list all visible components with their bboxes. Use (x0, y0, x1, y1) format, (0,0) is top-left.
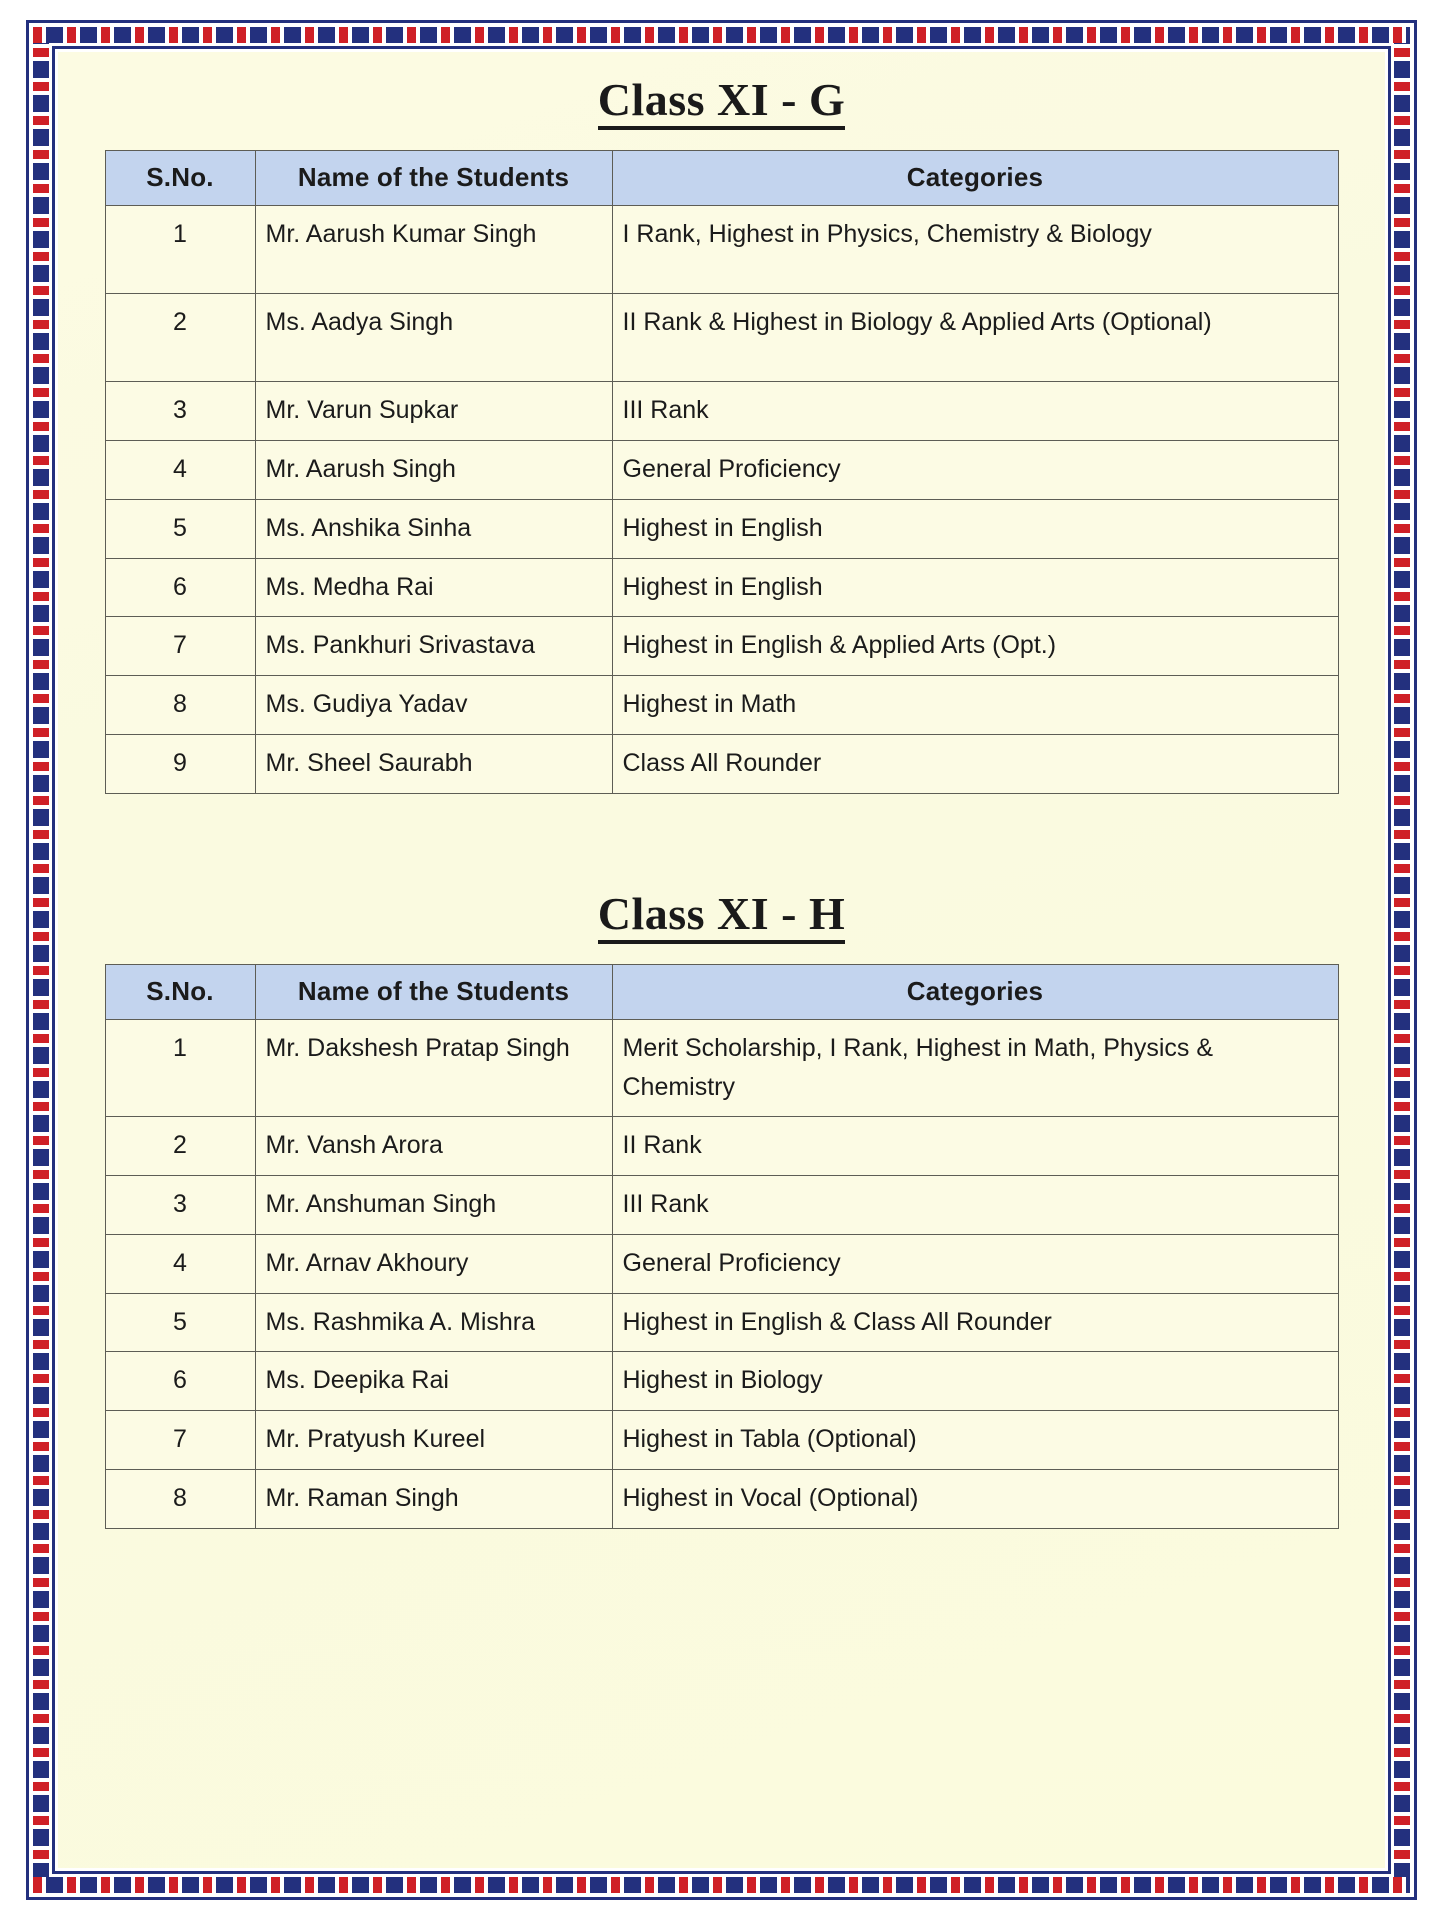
table-row (105, 1234, 1338, 1293)
table-row (105, 294, 1338, 382)
table-row (105, 1019, 1338, 1117)
cell-categories: I Rank, Highest in Physics, Chemistry & Biology (612, 206, 1338, 294)
section-title-text: Class XI - H (598, 890, 846, 944)
cell-categories: II Rank (612, 1117, 1338, 1176)
cell-categories: Highest in English (612, 558, 1338, 617)
table-row (105, 206, 1338, 294)
cell-sno: 7 (105, 1411, 255, 1470)
cell-sno: 3 (105, 1176, 255, 1235)
cell-name: Ms. Pankhuri Srivastava (255, 617, 612, 676)
page-title-secondary (98, 887, 1345, 944)
table-row (105, 558, 1338, 617)
column-header-categories: Categories (612, 151, 1338, 206)
table-row (105, 1117, 1338, 1176)
column-header-sno: S.No. (105, 964, 255, 1019)
cell-categories: Merit Scholarship, I Rank, Highest in Math, Physics & Chemistry (612, 1019, 1338, 1117)
column-header-categories: Categories (612, 964, 1338, 1019)
cell-categories: General Proficiency (612, 1234, 1338, 1293)
cell-sno: 7 (105, 617, 255, 676)
cell-name: Mr. Varun Supkar (255, 382, 612, 441)
cell-sno: 8 (105, 676, 255, 735)
cell-sno: 4 (105, 441, 255, 500)
cell-name: Mr. Sheel Saurabh (255, 734, 612, 793)
cell-name: Mr. Aarush Singh (255, 441, 612, 500)
column-header-name: Name of the Students (255, 964, 612, 1019)
table-header-row (105, 151, 1338, 206)
cell-sno: 5 (105, 1293, 255, 1352)
cell-categories: Highest in English & Applied Arts (Opt.) (612, 617, 1338, 676)
cell-categories: Highest in Tabla (Optional) (612, 1411, 1338, 1470)
cell-name: Mr. Vansh Arora (255, 1117, 612, 1176)
table-row (105, 441, 1338, 500)
cell-categories: III Rank (612, 1176, 1338, 1235)
cell-name: Ms. Anshika Sinha (255, 499, 612, 558)
awards-table-class-xi-g (105, 150, 1339, 793)
cell-categories: Highest in Vocal (Optional) (612, 1469, 1338, 1528)
cell-name: Mr. Anshuman Singh (255, 1176, 612, 1235)
cell-name: Ms. Medha Rai (255, 558, 612, 617)
cell-categories: III Rank (612, 382, 1338, 441)
cell-sno: 2 (105, 1117, 255, 1176)
table-row (105, 1411, 1338, 1470)
cell-sno: 3 (105, 382, 255, 441)
cell-name: Mr. Arnav Akhoury (255, 1234, 612, 1293)
cell-name: Mr. Dakshesh Pratap Singh (255, 1019, 612, 1117)
cell-sno: 8 (105, 1469, 255, 1528)
cell-categories: II Rank & Highest in Biology & Applied Arts (Optional) (612, 294, 1338, 382)
cell-name: Mr. Pratyush Kureel (255, 1411, 612, 1470)
column-header-sno: S.No. (105, 151, 255, 206)
cell-name: Ms. Gudiya Yadav (255, 676, 612, 735)
cell-name: Ms. Aadya Singh (255, 294, 612, 382)
table-row (105, 734, 1338, 793)
cell-sno: 2 (105, 294, 255, 382)
cell-categories: Highest in English (612, 499, 1338, 558)
table-row (105, 1469, 1338, 1528)
table-row (105, 1352, 1338, 1411)
cell-name: Mr. Raman Singh (255, 1469, 612, 1528)
cell-name: Ms. Deepika Rai (255, 1352, 612, 1411)
table-row (105, 1293, 1338, 1352)
table-row (105, 676, 1338, 735)
cell-categories: Highest in English & Class All Rounder (612, 1293, 1338, 1352)
page-title (98, 76, 1345, 130)
cell-sno: 1 (105, 1019, 255, 1117)
cell-sno: 9 (105, 734, 255, 793)
table-row (105, 499, 1338, 558)
content-sheet (58, 52, 1385, 1868)
cell-categories: Class All Rounder (612, 734, 1338, 793)
column-header-name: Name of the Students (255, 151, 612, 206)
cell-sno: 6 (105, 558, 255, 617)
table-row (105, 1176, 1338, 1235)
table-row (105, 617, 1338, 676)
cell-categories: Highest in Math (612, 676, 1338, 735)
cell-sno: 1 (105, 206, 255, 294)
cell-name: Mr. Aarush Kumar Singh (255, 206, 612, 294)
cell-name: Ms. Rashmika A. Mishra (255, 1293, 612, 1352)
cell-categories: Highest in Biology (612, 1352, 1338, 1411)
awards-table-class-xi-h (105, 964, 1339, 1529)
cell-sno: 4 (105, 1234, 255, 1293)
cell-sno: 5 (105, 499, 255, 558)
cell-sno: 6 (105, 1352, 255, 1411)
table-row (105, 382, 1338, 441)
table-header-row (105, 964, 1338, 1019)
section-title-text: Class XI - G (598, 76, 846, 130)
section-class-xi-g (98, 76, 1345, 794)
section-class-xi-h (98, 887, 1345, 1529)
cell-categories: General Proficiency (612, 441, 1338, 500)
